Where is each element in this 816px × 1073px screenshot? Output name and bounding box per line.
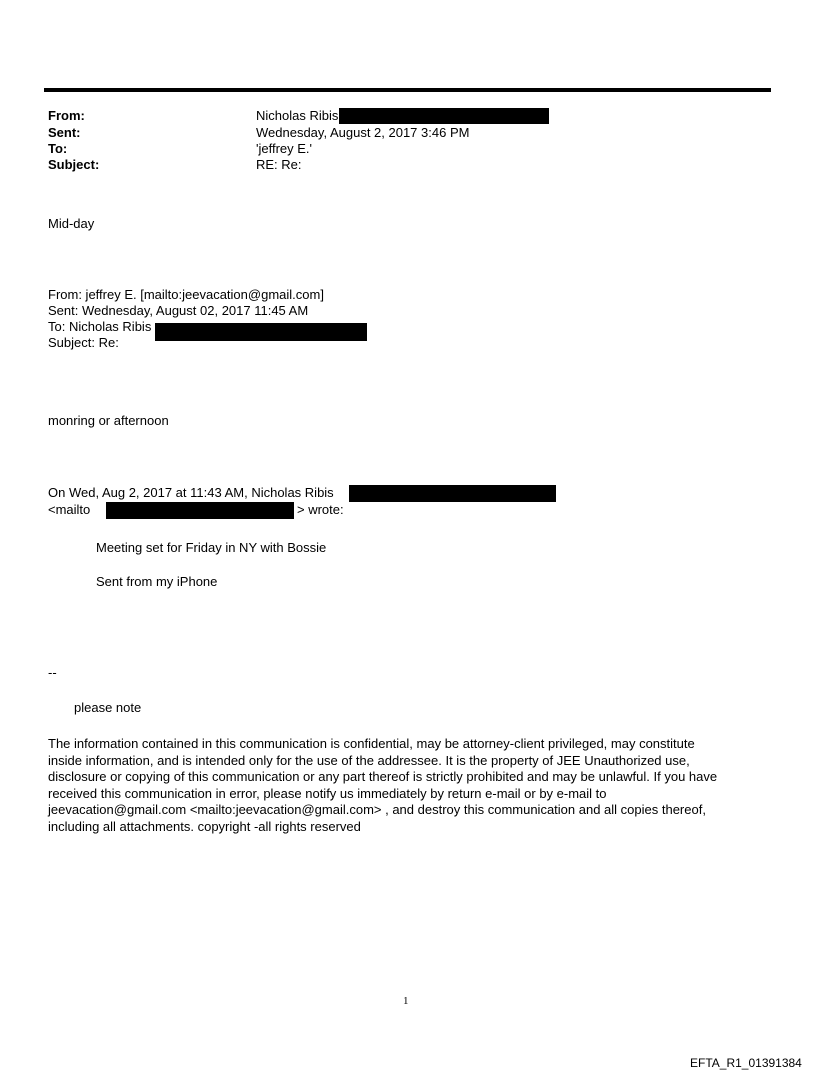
disclaimer-line: The information contained in this communication is confidential, may be attorney-client privileged, may constitute [48,736,695,751]
sent-label: Sent: [48,125,81,140]
header-rule [44,88,771,92]
subject-value: RE: Re: [256,157,302,172]
to-value: 'jeffrey E.' [256,141,313,156]
bates-number: EFTA_R1_01391384 [690,1056,802,1070]
quoted-intro: On Wed, Aug 2, 2017 at 11:43 AM, Nicholas Ribis [48,485,334,500]
quoted-original-body: Meeting set for Friday in NY with Bossie [96,540,327,555]
disclaimer [48,736,768,835]
quoted-subject: Subject: Re: [48,335,119,350]
message-body: Mid-day [48,216,95,231]
subject-label: Subject: [48,157,100,172]
quoted-signature: Sent from my iPhone [96,574,218,589]
redaction [155,323,367,341]
disclaimer-line: inside information, and is intended only for the use of the addressee. It is the property of JEE Unauthorized use, [48,752,690,768]
separator: -- [48,665,57,680]
disclaimer-line: received this communication in error, please notify us immediately by return e-mail or by e-mail to [48,785,607,801]
quoted-from: From: jeffrey E. [mailto:jeevacation@gmail.com] [48,287,324,302]
to-label: To: [48,141,68,156]
from-label: From: [48,108,85,123]
page-number: 1 [403,995,409,1007]
disclaimer-line: including all attachments. copyright -all rights reserved [48,818,361,834]
from-value: Nicholas Ribis [256,108,339,123]
sent-value: Wednesday, August 2, 2017 3:46 PM [256,125,470,140]
quoted-to: To: Nicholas Ribis [48,319,152,334]
note: please note [74,700,142,715]
quoted-intro-mailto: <mailto [48,502,91,517]
quoted-intro-wrote: > wrote: [297,502,344,517]
quoted-sent: Sent: Wednesday, August 02, 2017 11:45 AM [48,303,309,318]
redaction [339,108,549,124]
disclaimer-line: jeevacation@gmail.com <mailto:jeevacation@gmail.com> , and destroy this communication and all copies thereof, [48,802,706,817]
redaction [349,485,556,502]
disclaimer-line: disclosure or copying of this communication or any part thereof is strictly prohibited and may be unlawful. If you have [48,769,718,784]
redaction [106,502,294,519]
quoted-body: monring or afternoon [48,413,169,428]
